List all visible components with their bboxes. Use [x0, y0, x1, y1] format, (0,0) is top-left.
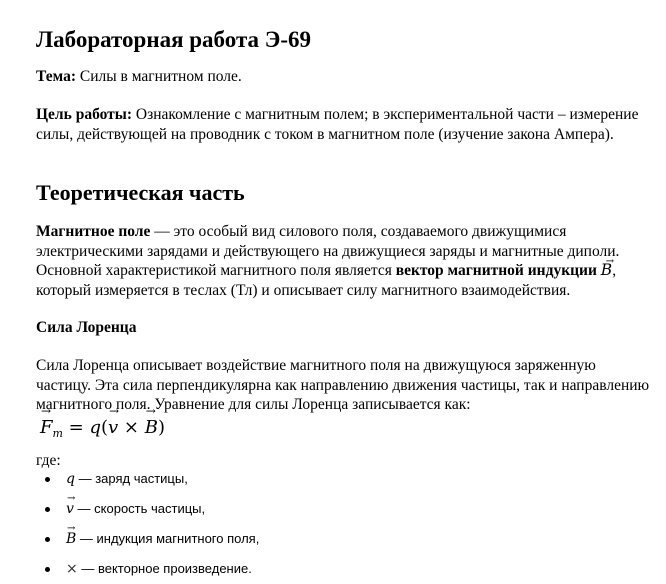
magnetic-field-term: Магнитное поле [36, 223, 151, 240]
magnetic-field-text-2: , который измеряется в теслах (Тл) и описывает силу магнитного взаимодействия. [36, 262, 617, 299]
formula-equals: = [62, 417, 90, 438]
item-text: — векторное произведение. [77, 561, 252, 576]
item-symbol: → B [66, 524, 76, 554]
goal-text: Ознакомление с магнитным полем; в экспериментальной части – измерение силы, действующей на проводник с током в магнитном поле (изучение закона Ампера). [36, 106, 639, 143]
item-symbol: q [66, 471, 75, 487]
induction-symbol: B → [601, 261, 612, 281]
formula-open-paren: ( [101, 417, 109, 438]
lorentz-paragraph: Сила Лоренца описывает воздействие магнитного поля на движущуюся заряженную частицу. Эта сила перпендикулярна как направлению движения частицы, так и направлению магнитного поля. Уравнение для силы Лоренца записывается как: [36, 357, 650, 413]
document-title: Лабораторная работа Э-69 [36, 27, 312, 52]
formula-force: → F [40, 417, 53, 438]
formula-velocity: → v [108, 417, 118, 438]
list-item [36, 524, 652, 554]
goal-paragraph [36, 105, 652, 144]
list-item [36, 494, 652, 524]
item-text: — индукция магнитного поля, [76, 531, 260, 546]
lorentz-formula [40, 417, 165, 440]
topic-text: Силы в магнитном поле. [79, 68, 242, 85]
goal-label: Цель работы: [36, 106, 133, 123]
lorentz-heading: Сила Лоренца [36, 319, 137, 336]
formula-close-paren: ) [157, 417, 165, 438]
magnetic-field-text-1: — это особый вид силового поля, создаваемого движущимися электрическими зарядами и действующего на движущиеся заряды и магнитные диполи. Основной характеристикой магнитного поля является [36, 223, 620, 279]
list-item [36, 554, 652, 584]
formula-induction: → B [145, 417, 158, 438]
item-symbol: → v [66, 494, 74, 524]
where-label: где: [36, 452, 61, 469]
formula-times: × [118, 417, 145, 438]
formula-charge: q [89, 417, 101, 438]
list-item [36, 464, 652, 494]
item-symbol: × [66, 561, 78, 577]
induction-term: вектор магнитной индукции [395, 262, 597, 279]
topic-label: Тема: [36, 68, 76, 85]
topic-paragraph [36, 67, 652, 87]
item-text: — скорость частицы, [73, 501, 206, 516]
magnetic-field-paragraph [36, 222, 652, 300]
formula-force-subscript: m [52, 427, 63, 440]
theory-heading: Теоретическая часть [36, 180, 245, 205]
item-text: — заряд частицы, [74, 471, 188, 486]
definitions-list [36, 464, 652, 584]
